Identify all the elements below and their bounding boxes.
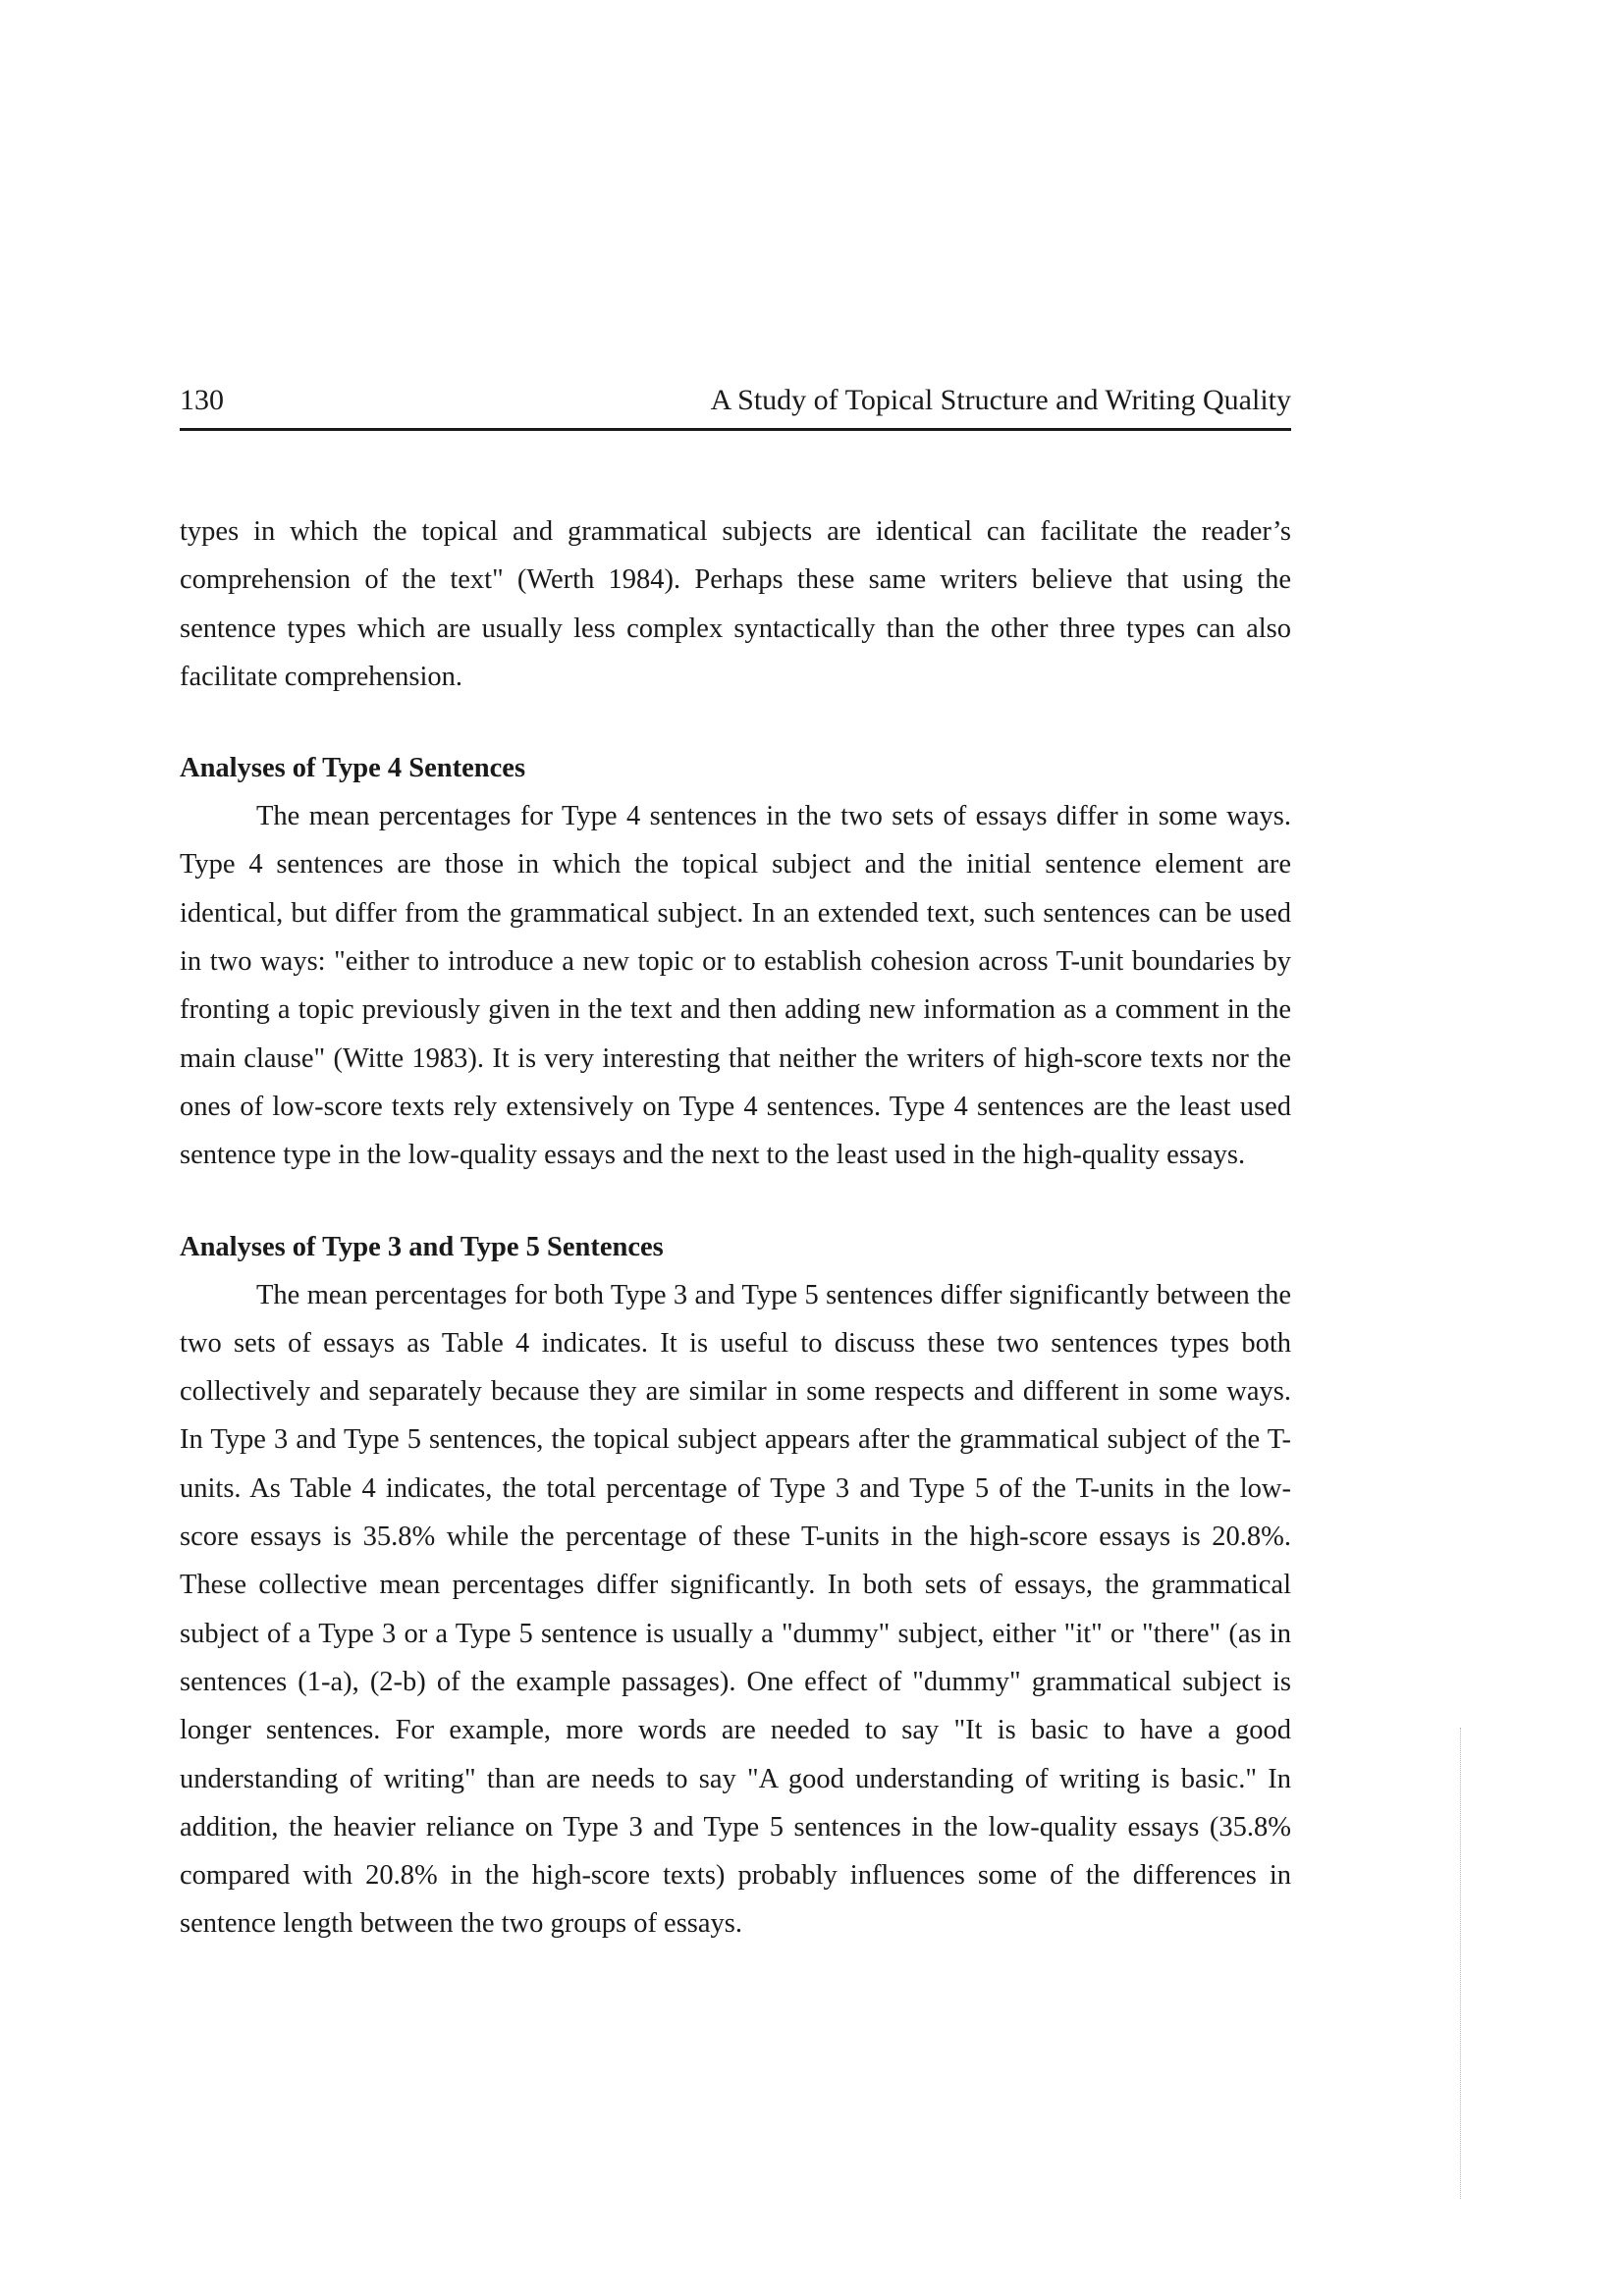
- type4-paragraph: The mean percentages for Type 4 sentences in the two sets of essays differ in some ways. Type 4 sentences are those in which the topical subject and the initial sentence element are identical, but differ from the grammatical subject. In an extended text, such sentences can be used in two ways: "either to introduce a new topic or to establish cohesion across T-unit boundaries by fronting a topic previously given in the text and then adding new information as a comment in the main clause" (Witte 1983). It is very interesting that neither the writers of high-score texts nor the ones of low-score texts rely extensively on Type 4 sentences. Type 4 sentences are the least used sentence type in the low-quality essays and the next to the least used in the high-quality essays.: [180, 801, 1291, 1171]
- intro-paragraph: types in which the topical and grammatical subjects are identical can facilitate the reader’s comprehension of the text" (Werth 1984). Perhaps these same writers believe that using the sentence types which are usually less complex syntactically than the other three types can also facilitate comprehension.: [180, 516, 1291, 692]
- running-title: A Study of Topical Structure and Writing Quality: [710, 384, 1291, 416]
- body-text: [180, 507, 1291, 1949]
- running-header: [180, 381, 1291, 431]
- section-heading-type3-type5: Analyses of Type 3 and Type 5 Sentences: [180, 1231, 664, 1262]
- section-heading-type4: Analyses of Type 4 Sentences: [180, 753, 526, 784]
- type3-type5-paragraph: The mean percentages for both Type 3 and Type 5 sentences differ significantly between the two sets of essays as Table 4 indicates. It is useful to discuss these two sentences types both collectively and separately because they are similar in some respects and different in some ways. In Type 3 and Type 5 sentences, the topical subject appears after the grammatical subject of the T-units. As Table 4 indicates, the total percentage of Type 3 and Type 5 of the T-units in the low-score essays is 35.8% while the percentage of these T-units in the high-score essays is 20.8%. These collective mean percentages differ significantly. In both sets of essays, the grammatical subject of a Type 3 or a Type 5 sentence is usually a "dummy" subject, either "it" or "there" (as in sentences (1-a), (2-b) of the example passages). One effect of "dummy" grammatical subject is longer sentences. For example, more words are needed to say "It is basic to have a good understanding of writing" than are needs to say "A good understanding of writing is basic." In addition, the heavier reliance on Type 3 and Type 5 sentences in the low-quality essays (35.8% compared with 20.8% in the high-score texts) probably influences some of the differences in sentence length between the two groups of essays.: [180, 1279, 1291, 1940]
- page-number: 130: [180, 384, 224, 416]
- section-spacer: [180, 701, 1291, 744]
- section-spacer: [180, 1180, 1291, 1223]
- scan-artifact-line: [1460, 1728, 1462, 2199]
